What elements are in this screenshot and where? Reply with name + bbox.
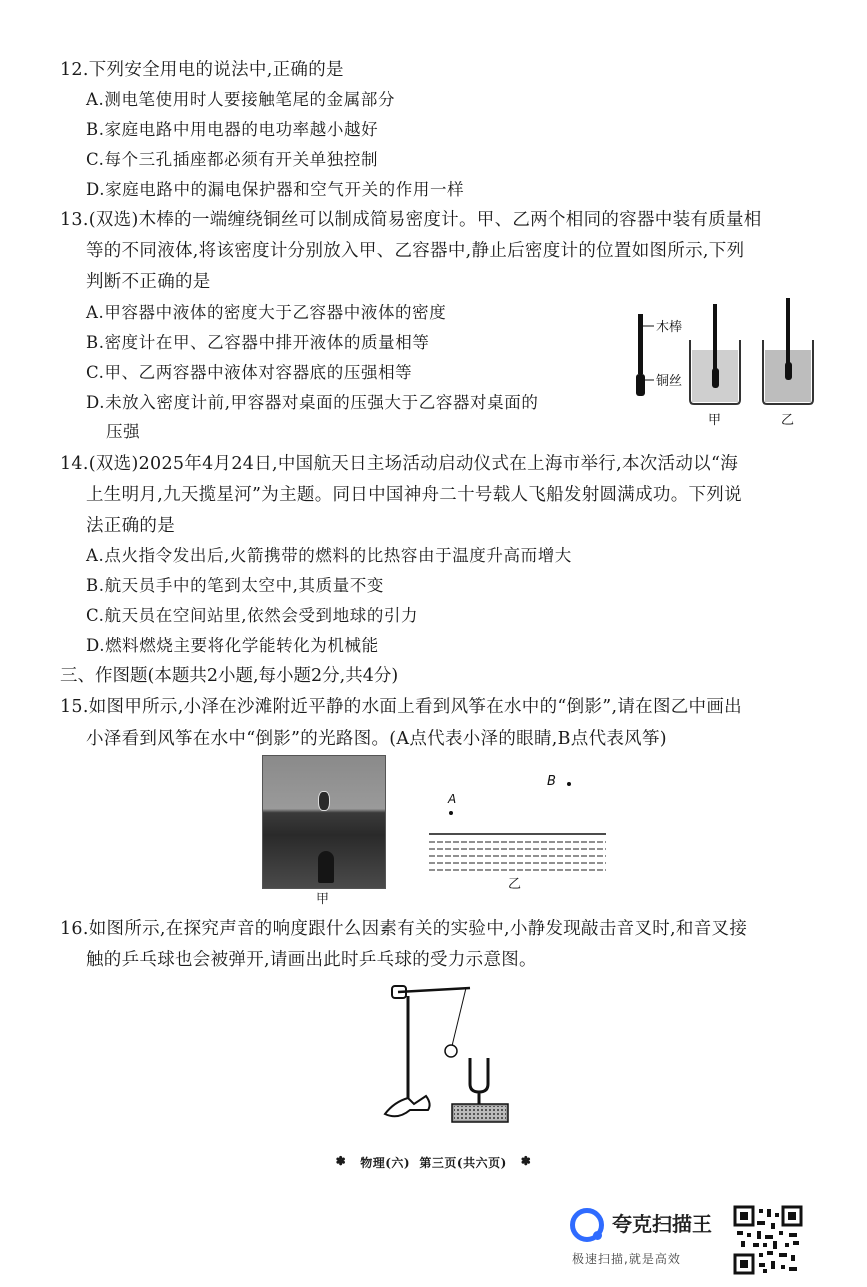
person-silhouette	[318, 851, 334, 883]
q12-option-c: C.每个三孔插座都必须有开关单独控制	[86, 150, 379, 169]
section-3-title: 三、作图题(本题共2小题,每小题2分,共4分)	[60, 666, 399, 686]
stand-base	[385, 1096, 430, 1116]
q14-option-d: D.燃料燃烧主要将化学能转化为机械能	[86, 636, 379, 655]
q13-option-b: B.密度计在甲、乙容器中排开液体的质量相等	[86, 333, 430, 352]
q13-stem-line1: 13.(双选)木棒的一端缠绕铜丝可以制成简易密度计。甲、乙两个相同的容器中装有质量相	[60, 210, 762, 230]
label-yi: 乙	[508, 877, 522, 890]
water-lines	[429, 842, 606, 870]
label-rod: 木棒	[656, 320, 683, 335]
scanner-brand: 夸克扫描王	[612, 1212, 712, 1236]
q16-stem-line2: 触的乒乓球也会被弹开,请画出此时乒乓球的受力示意图。	[86, 950, 537, 970]
q13-option-d-cont: 压强	[106, 422, 141, 441]
stand-crossbar	[398, 988, 470, 992]
q12-option-b: B.家庭电路中用电器的电功率越小越好	[86, 120, 379, 139]
q13-stem-line3: 判断不正确的是	[86, 272, 211, 292]
kite-in-photo	[318, 791, 330, 811]
q14-stem-line1: 14.(双选)2025年4月24日,中国航天日主场活动启动仪式在上海市举行,本次活动以“海	[60, 454, 738, 474]
q13-stem-line2: 等的不同液体,将该密度计分别放入甲、乙容器中,静止后密度计的位置如图所示,下列	[86, 241, 745, 261]
q15-label-jia: 甲	[316, 892, 330, 907]
q12-option-d: D.家庭电路中的漏电保护器和空气开关的作用一样	[86, 180, 465, 199]
scanner-logo-dot-icon	[593, 1231, 602, 1240]
q14-option-c: C.航天员在空间站里,依然会受到地球的引力	[86, 606, 419, 625]
q13-option-c: C.甲、乙两容器中液体对容器底的压强相等	[86, 363, 413, 382]
scanner-logo	[570, 1208, 604, 1242]
footer-ornament-right-icon: ✽	[520, 1154, 532, 1168]
standalone-rod	[638, 314, 643, 374]
q15-stem-line2: 小泽看到风筝在水中“倒影”的光路图。(A点代表小泽的眼睛,B点代表风筝)	[86, 729, 667, 749]
point-a	[449, 811, 453, 815]
footer-ornament-left-icon: ✽	[335, 1154, 347, 1168]
q14-stem-line2: 上生明月,九天揽星河”为主题。同日中国神舟二十号载人飞船发射圆满成功。下列说	[86, 485, 742, 505]
q15-diagram-yi	[424, 770, 614, 890]
point-b-label: B	[547, 774, 556, 789]
q15-photo-jia	[262, 755, 386, 889]
qr-code-icon	[733, 1205, 803, 1275]
pendulum-string	[452, 988, 466, 1046]
page-footer	[0, 1154, 867, 1171]
label-wire: 铜丝	[656, 374, 683, 389]
q12-option-a: A.测电笔使用时人要接触笔尾的金属部分	[86, 90, 396, 109]
q14-stem-line3: 法正确的是	[86, 516, 175, 536]
standalone-wire	[636, 374, 645, 396]
scanner-slogan: 极速扫描,就是高效	[572, 1252, 681, 1266]
footer-text: 物理(六) 第三页(共六页)	[360, 1156, 507, 1170]
ping-pong-ball	[445, 1045, 457, 1057]
point-a-label: A	[448, 792, 457, 806]
tuning-fork	[470, 1058, 488, 1104]
meter-jia	[713, 304, 717, 374]
label-jia: 甲	[708, 413, 722, 428]
q14-option-b: B.航天员手中的笔到太空中,其质量不变	[86, 576, 385, 595]
q15-stem-line1: 15.如图甲所示,小泽在沙滩附近平静的水面上看到风筝在水中的“倒影”,请在图乙中画出	[60, 697, 742, 717]
q13-figure	[628, 296, 828, 428]
q16-stem-line1: 16.如图所示,在探究声音的响度跟什么因素有关的实验中,小静发现敲击音叉时,和音叉接	[60, 919, 748, 939]
meter-yi	[786, 298, 790, 370]
point-b	[567, 782, 571, 786]
label-yi: 乙	[781, 413, 795, 428]
q13-option-a: A.甲容器中液体的密度大于乙容器中液体的密度	[86, 303, 447, 322]
q16-figure	[380, 980, 525, 1125]
q13-option-d: D.未放入密度计前,甲容器对桌面的压强大于乙容器对桌面的	[86, 393, 539, 412]
q14-option-a: A.点火指令发出后,火箭携带的燃料的比热容由于温度升高而增大	[86, 546, 572, 565]
q12-stem: 12.下列安全用电的说法中,正确的是	[60, 60, 344, 80]
